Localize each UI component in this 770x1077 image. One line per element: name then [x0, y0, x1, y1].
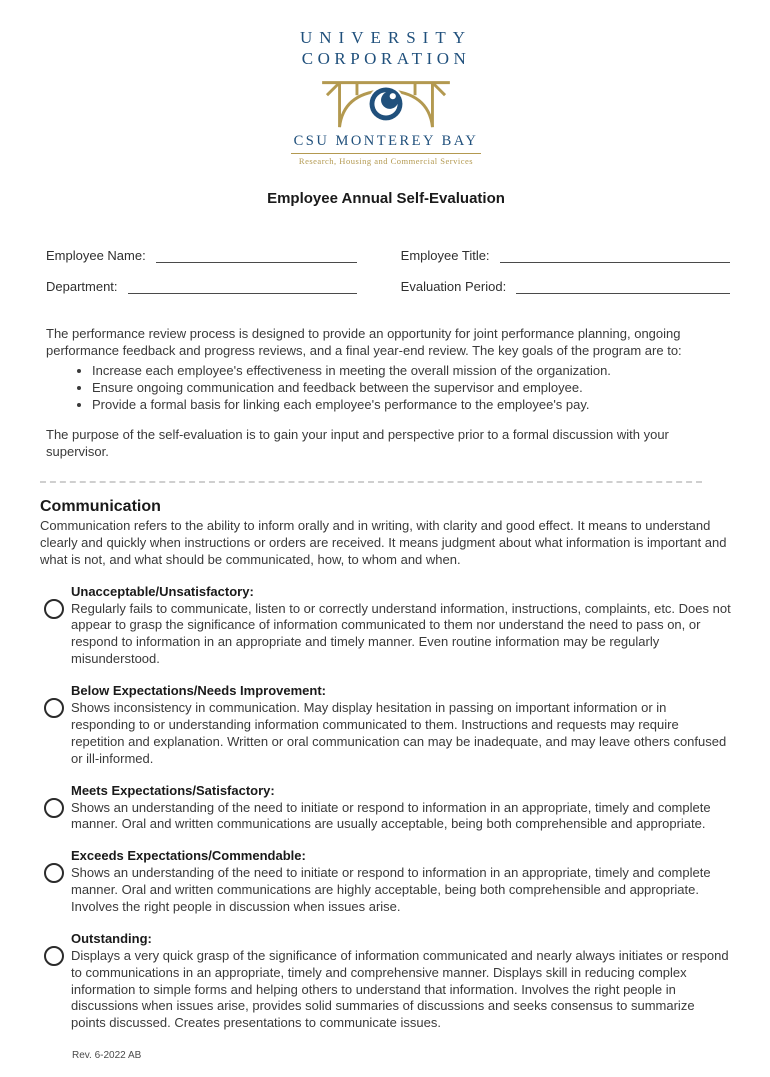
employee-title-field: [401, 247, 730, 263]
communication-description: Communication refers to the ability to inform orally and in writing, with clarity and good effect. It means to understand clearly and quickly when instructions or orders are received. It means judgment about what information is important and what is not, and what should be communicated, how, to whom and when.: [40, 518, 727, 567]
purpose-paragraph: The purpose of the self-evaluation is to gain your input and perspective prior to a formal discussion with your supervisor.: [46, 427, 669, 460]
page-title: Employee Annual Self-Evaluation: [267, 190, 505, 207]
rating-description: Displays a very quick grasp of the significance of information communicated and nearly always initiates or respond to communications in an appropriate, timely and comprehensive manner. Displays skill in reducing complex information to simple forms and helping others to understand that information. Involves the right people in discussions when issues arise, provides solid summaries of discussions and seeks consensus to summarize points discussed. Creates presentations to communicate issues.: [71, 947, 729, 1031]
logo-campus-text: CSU MONTEREY BAY: [293, 133, 479, 149]
bridge-otter-icon: [316, 71, 456, 131]
employee-name-field: [46, 247, 357, 263]
rating-label: Unacceptable/Unsatisfactory:: [71, 583, 254, 599]
rating-option-meets-expectations: [44, 783, 732, 834]
radio-below-expectations[interactable]: [44, 698, 64, 718]
employee-title-input[interactable]: [500, 247, 730, 263]
rating-description: Shows inconsistency in communication. May display hesitation in passing on important information or in responding to or understanding information communicated to them. Instructions and requests may require repetition and explanation. Written or oral communication can may be inadequate, and may leave others confused or ill-informed.: [71, 700, 727, 766]
evaluation-period-field: [401, 278, 730, 294]
department-label: Department:: [46, 279, 118, 294]
logo-university-text: UNIVERSITY: [300, 28, 472, 47]
rating-option-unacceptable: [44, 584, 732, 668]
rating-label: Outstanding:: [71, 930, 152, 946]
logo-tagline-text: Research, Housing and Commercial Services: [298, 156, 474, 166]
goal-item: • Provide a formal basis for linking each employee's performance to the employee's pay.: [92, 396, 732, 413]
employee-title-label: Employee Title:: [400, 248, 490, 263]
form-fields: [40, 247, 732, 294]
rating-description: Regularly fails to communicate, listen to or correctly understand information, instructions, complaints, etc. Does not appear to grasp the significance of information communicated to them nor understand the need to pass on, or respond to information in an appropriate and timely manner. Even routine information may be regularly misunderstood.: [71, 600, 731, 667]
radio-unacceptable[interactable]: [44, 599, 64, 619]
logo-corporation-text: CORPORATION: [301, 49, 471, 68]
department-field: [46, 278, 357, 294]
evaluation-period-input[interactable]: [516, 278, 730, 294]
rating-label: Below Expectations/Needs Improvement:: [71, 683, 327, 699]
rating-label: Exceeds Expectations/Commendable:: [71, 848, 306, 864]
section-heading-communication: Communication: [40, 498, 161, 516]
rating-description: Shows an understanding of the need to initiate or respond to information in an appropriate, timely and complete manner. Oral and written communications are usually acceptable, being both comprehensible and appropriate.: [71, 799, 711, 832]
logo-divider: [291, 153, 481, 154]
rating-description: Shows an understanding of the need to initiate or respond to information in an appropriate, timely and complete manner. Oral and written communications are highly acceptable, being both comprehensible and appropriate. Involves the right people in discussion when issues arise.: [71, 865, 711, 914]
radio-meets-expectations[interactable]: [44, 798, 64, 818]
radio-outstanding[interactable]: [44, 946, 64, 966]
rating-option-below-expectations: [44, 683, 732, 767]
intro-section: [40, 326, 732, 461]
radio-exceeds-expectations[interactable]: [44, 863, 64, 883]
revision-note: Rev. 6-2022 AB: [72, 1050, 142, 1062]
logo-container: [40, 28, 732, 166]
rating-options: [40, 584, 732, 1032]
dashed-divider: [40, 481, 702, 483]
goal-item: • Increase each employee's effectiveness in meeting the overall mission of the organization.: [92, 362, 732, 379]
goal-item: • Ensure ongoing communication and feedback between the supervisor and employee.: [92, 379, 732, 396]
employee-name-label: Employee Name:: [46, 248, 146, 263]
rating-option-outstanding: [44, 931, 732, 1032]
goal-list: [46, 362, 732, 413]
rating-label: Meets Expectations/Satisfactory:: [71, 782, 275, 798]
intro-paragraph: The performance review process is designed to provide an opportunity for joint performance planning, ongoing performance feedback and progress reviews, and a final year-end review. The key goals of the program are to:: [46, 326, 682, 358]
employee-name-input[interactable]: [156, 247, 357, 263]
communication-section: [40, 498, 732, 1032]
department-input[interactable]: [128, 278, 357, 294]
evaluation-period-label: Evaluation Period:: [400, 279, 507, 294]
rating-option-exceeds-expectations: [44, 848, 732, 916]
